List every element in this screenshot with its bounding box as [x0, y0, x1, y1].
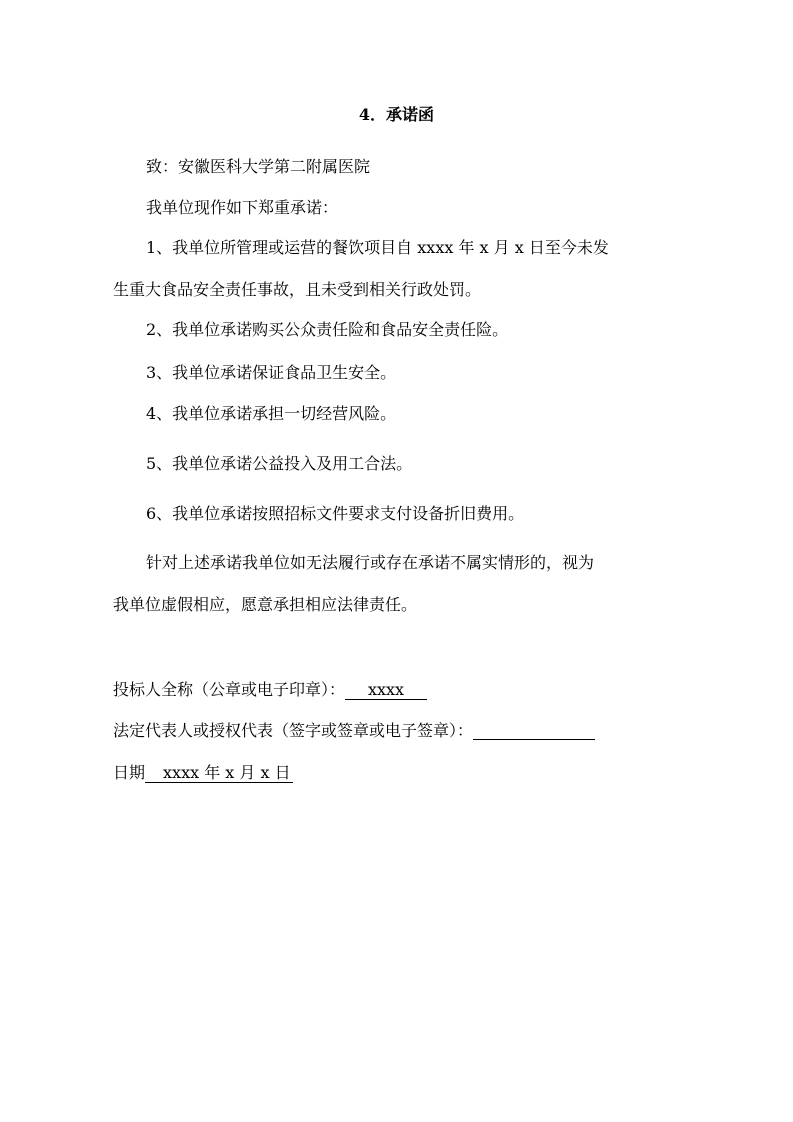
- closing-line-2: 我单位虚假相应，愿意承担相应法律责任。: [113, 595, 418, 614]
- item-2: 2、我单位承诺购买公众责任险和食品安全责任险。: [146, 320, 509, 339]
- bidder-row: [113, 680, 427, 700]
- representative-label: 法定代表人或授权代表（签字或签章或电子签章）：: [113, 721, 474, 740]
- date-field[interactable]: xxxx 年 x 月 x 日: [145, 764, 293, 783]
- representative-signature-field[interactable]: [473, 721, 595, 740]
- date-label: 日期: [113, 763, 146, 782]
- bidder-label: 投标人全称（公章或电子印章）：: [113, 680, 346, 699]
- item-4: 4、我单位承诺承担一切经营风险。: [146, 404, 397, 423]
- item-5: 5、我单位承诺公益投入及用工合法。: [146, 454, 413, 473]
- item-1-line-1: 1、我单位所管理或运营的餐饮项目自 xxxx 年 x 月 x 日至今未发: [146, 238, 609, 257]
- recipient: 致：安徽医科大学第二附属医院: [146, 157, 371, 176]
- page-title: 4．承诺函: [358, 105, 435, 124]
- item-1-line-2: 生重大食品安全责任事故，且未受到相关行政处罚。: [113, 280, 482, 299]
- closing-line-1: 针对上述承诺我单位如无法履行或存在承诺不属实情形的，视为: [146, 553, 595, 572]
- bidder-field[interactable]: xxxx: [345, 681, 427, 700]
- item-6: 6、我单位承诺按照招标文件要求支付设备折旧费用。: [146, 504, 525, 523]
- intro: 我单位现作如下郑重承诺：: [146, 198, 339, 217]
- date-row: [113, 763, 293, 783]
- item-3: 3、我单位承诺保证食品卫生安全。: [146, 363, 397, 382]
- representative-row: [113, 721, 595, 741]
